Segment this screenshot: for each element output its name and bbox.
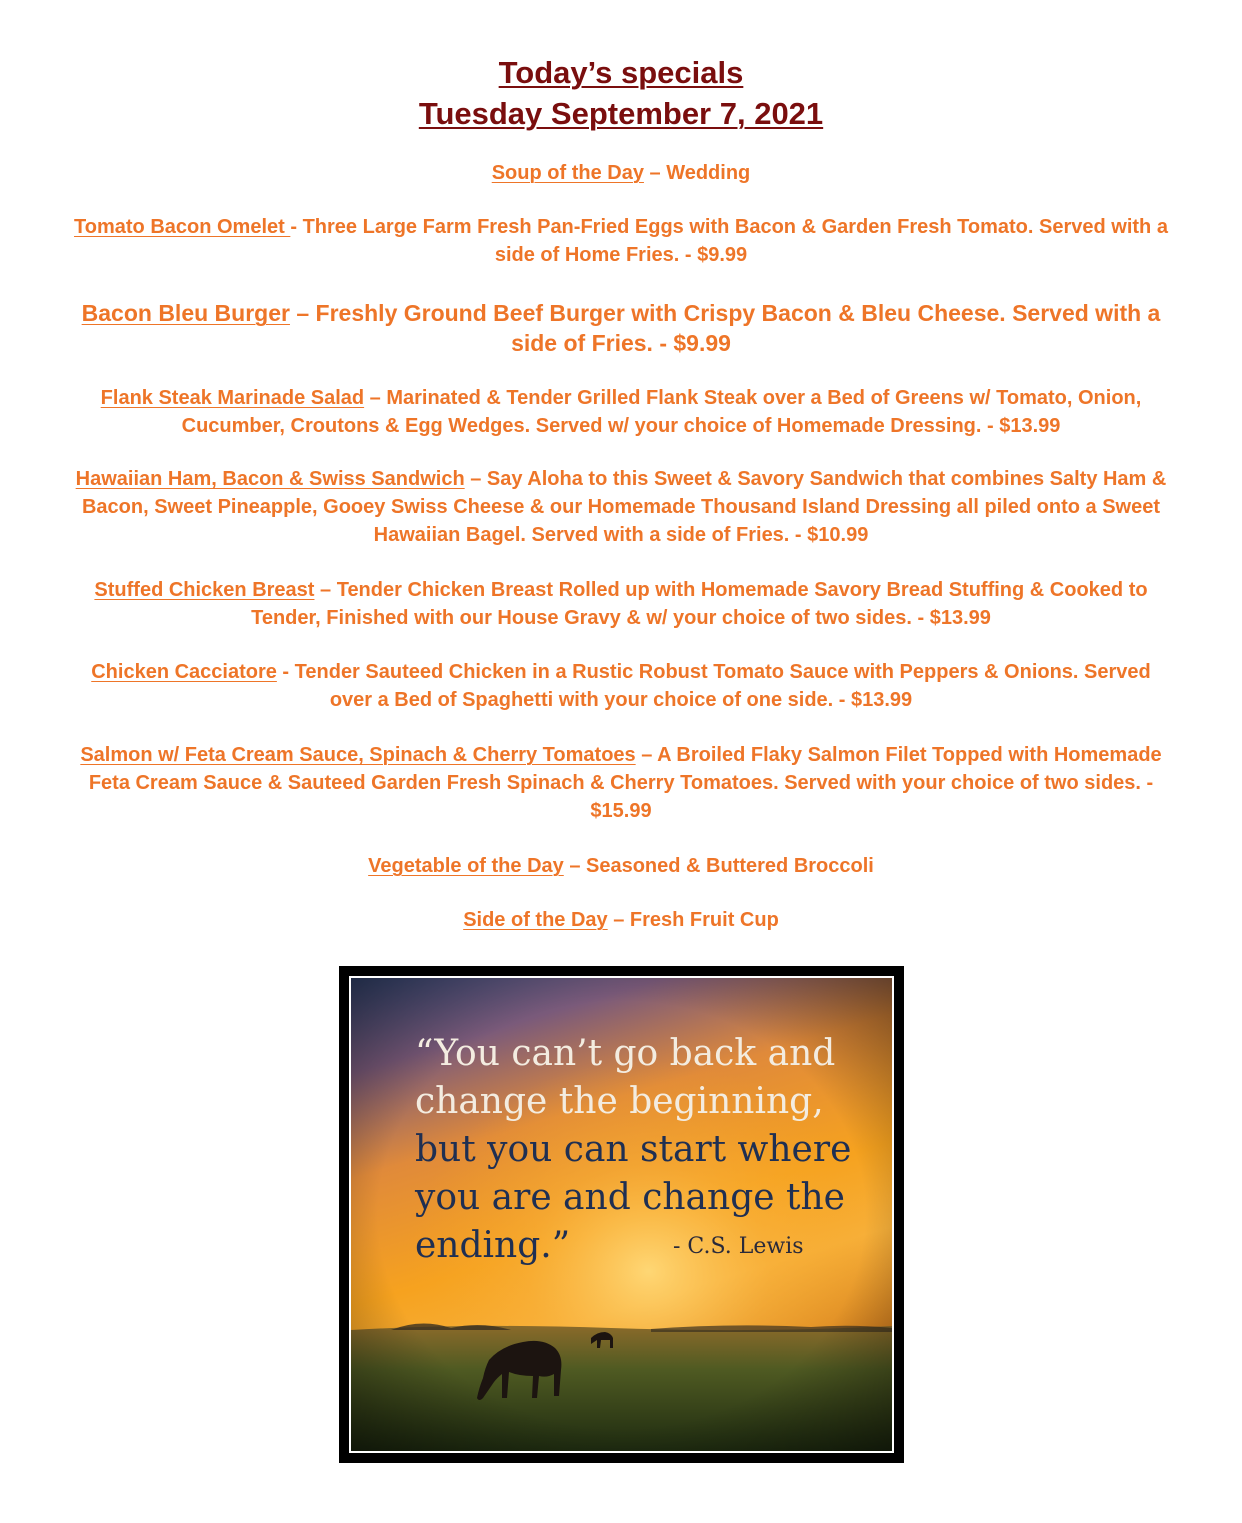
menu-item-desc: – Seasoned & Buttered Broccoli xyxy=(563,855,874,877)
menu-item-chicken-breast xyxy=(70,576,1172,632)
menu-item-desc: – Freshly Ground Beef Burger with Crispy Bacon & Bleu Cheese. Served with a side of Fries. - $9.99 xyxy=(289,300,1161,356)
quote-line: you are and change the xyxy=(415,1177,845,1218)
quote-photo xyxy=(349,976,894,1453)
menu-item-name: Hawaiian Ham, Bacon & Swiss Sandwich xyxy=(75,468,465,490)
quote-author: - C.S. Lewis xyxy=(673,1234,804,1259)
menu-item-desc: – Wedding xyxy=(643,162,751,184)
menu-item-name: Flank Steak Marinade Salad xyxy=(100,387,365,409)
quote-text xyxy=(415,1030,855,1270)
menu-item-omelet xyxy=(70,213,1172,269)
quote-photo-frame xyxy=(339,966,904,1463)
menu-item-soup xyxy=(70,159,1172,187)
page-date: Tuesday September 7, 2021 xyxy=(418,96,824,131)
menu-item-name: Tomato Bacon Omelet xyxy=(74,216,291,238)
menu-item-name: Salmon w/ Feta Cream Sauce, Spinach & Cherry Tomatoes xyxy=(80,744,636,766)
quote-line: “You can’t go back and xyxy=(415,1033,836,1074)
menu-item-cacciatore xyxy=(70,658,1172,714)
menu-item-name: Stuffed Chicken Breast xyxy=(94,579,315,601)
menu-item-name: Vegetable of the Day xyxy=(368,855,564,877)
menu-item-name: Side of the Day xyxy=(463,909,608,931)
menu-item-salmon xyxy=(70,741,1172,825)
quote-line: but you can start where xyxy=(415,1129,852,1170)
menu-item-desc: – Tender Chicken Breast Rolled up with Homemade Savory Bread Stuffing & Cooked to Tender, Finished with our House Gravy & w/ your choice of two sides. - $13.99 xyxy=(251,579,1148,629)
menu-item-desc: - Three Large Farm Fresh Pan-Fried Eggs with Bacon & Garden Fresh Tomato. Served with a side of Home Fries. - $9.99 xyxy=(290,216,1168,266)
menu-item-desc: – Fresh Fruit Cup xyxy=(607,909,779,931)
specials-header xyxy=(0,52,1242,134)
quote-line: ending.” xyxy=(415,1225,571,1266)
menu-item-name: Bacon Bleu Burger xyxy=(81,300,290,326)
menu-item-desc: – Say Aloha to this Sweet & Savory Sandwich that combines Salty Ham & Bacon, Sweet Pineapple, Gooey Swiss Cheese & our Homemade Thousand Island Dressing all piled onto a Sweet Hawaiian Bagel. Served with a side of Fries. - $10.99 xyxy=(81,468,1167,546)
menu-item-sandwich xyxy=(70,465,1172,549)
menu-item-desc: – A Broiled Flaky Salmon Filet Topped with Homemade Feta Cream Sauce & Sauteed Garden Fresh Spinach & Cherry Tomatoes. Served with your choice of two sides. - $15.99 xyxy=(88,744,1162,822)
menu-item-desc: - Tender Sauteed Chicken in a Rustic Robust Tomato Sauce with Peppers & Onions. Served over a Bed of Spaghetti with your choice of one side. - $13.99 xyxy=(276,661,1151,711)
menu-item-burger xyxy=(70,298,1172,358)
menu-item-side xyxy=(70,906,1172,934)
menu-item-desc: – Marinated & Tender Grilled Flank Steak over a Bed of Greens w/ Tomato, Onion, Cucumber, Croutons & Egg Wedges. Served w/ your choice of Homemade Dressing. - $13.99 xyxy=(181,387,1142,437)
menu-item-vegetable xyxy=(70,852,1172,880)
menu-item-name: Chicken Cacciatore xyxy=(91,661,277,683)
page-title: Today’s specials xyxy=(498,55,744,90)
menu-item-salad xyxy=(70,384,1172,440)
quote-line: change the beginning, xyxy=(415,1081,824,1122)
menu-item-name: Soup of the Day xyxy=(491,162,644,184)
